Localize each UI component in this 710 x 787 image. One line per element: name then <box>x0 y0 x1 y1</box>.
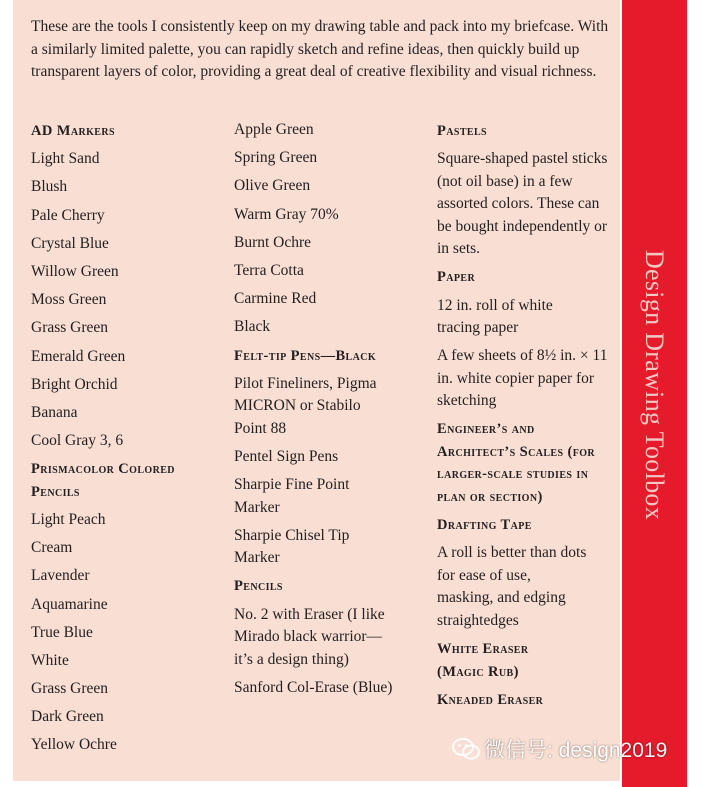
column-2 <box>234 119 424 705</box>
paper-heading: Paper <box>437 269 476 286</box>
pastels-text: Square-shaped pastel sticks (not oil base) in a few assorted colors. These can be bought independently or in sets. <box>437 150 608 258</box>
pencils-heading: Pencils <box>234 578 283 595</box>
list-item: Pilot Fineliners, Pigma MICRON or Stabilo Point 88 <box>234 374 377 437</box>
drafting-tape-text: A roll is better than dots for ease of use, masking, and edging straightedges <box>437 544 587 629</box>
drafting-tape-heading: Drafting Tape <box>437 517 532 534</box>
watermark-text: 微信号: design2019 <box>484 739 668 762</box>
felt-tip-pens-heading: Felt-tip Pens—Black <box>234 347 377 364</box>
list-item: Blush <box>31 178 68 196</box>
ad-markers-heading: AD Markers <box>31 123 115 139</box>
list-item: Sanford Col-Erase (Blue) <box>234 678 393 696</box>
list-item: Sharpie Chisel Tip Marker <box>234 526 350 567</box>
list-item: Banana <box>31 403 78 421</box>
list-item: White <box>31 651 69 669</box>
list-item: Pentel Sign Pens <box>234 447 339 465</box>
list-item: Spring Green <box>234 149 318 167</box>
prismacolor-heading: Prismacolor Colored Pencils <box>31 461 175 500</box>
list-item: Light Peach <box>31 510 106 528</box>
list-item: Yellow Ochre <box>31 736 117 754</box>
list-item: Grass Green <box>31 319 109 337</box>
list-item: Sharpie Fine Point Marker <box>234 476 350 516</box>
column-1 <box>31 119 221 763</box>
sidebar-title: Design Drawing Toolbox <box>640 249 669 521</box>
list-item: Crystal Blue <box>31 234 109 252</box>
list-item: Grass Green <box>31 680 109 698</box>
pastels-heading: Pastels <box>437 123 488 139</box>
scales-heading: Engineer’s and Architect’s Scales (for larger-scale studies in plan or section) <box>437 421 596 505</box>
intro-paragraph: These are the tools I consistently keep on my drawing table and pack into my briefcase. With a similarly limited palette, you can rapidly sketch and refine ideas, then quickly build up transparent layers of color, providing a great deal of creative flexibility and visual richness. <box>31 18 609 80</box>
list-item: Terra Cotta <box>234 261 304 279</box>
list-item: Cool Gray 3, 6 <box>31 432 124 450</box>
kneaded-eraser-heading: Kneaded Eraser <box>437 691 544 708</box>
list-item: Aquamarine <box>31 595 108 613</box>
column-3 <box>437 119 617 717</box>
list-item: Cream <box>31 539 73 557</box>
list-item: Bright Orchid <box>31 375 118 393</box>
list-item: Pale Cherry <box>31 206 105 224</box>
list-item: Carmine Red <box>234 290 317 308</box>
list-item: Dark Green <box>31 708 104 726</box>
list-item: Light Sand <box>31 150 100 168</box>
list-item: Emerald Green <box>31 347 126 365</box>
wechat-icon <box>452 737 480 761</box>
list-item: 12 in. roll of white tracing paper <box>437 296 553 337</box>
watermark <box>452 734 667 764</box>
list-item: Apple Green <box>234 121 314 138</box>
list-item: Burnt Ochre <box>234 233 312 251</box>
list-item: Willow Green <box>31 262 119 280</box>
list-item: True Blue <box>31 623 93 641</box>
list-item: Warm Gray 70% <box>234 205 339 223</box>
list-item: Olive Green <box>234 177 311 195</box>
right-margin <box>687 0 710 787</box>
list-item: Lavender <box>31 567 90 585</box>
list-item: Black <box>234 318 271 336</box>
white-eraser-heading: White Eraser (Magic Rub) <box>437 641 529 680</box>
list-item: Moss Green <box>31 291 107 309</box>
list-item: No. 2 with Eraser (I like Mirado black warrior—it’s a design thing) <box>234 605 385 668</box>
list-item: A few sheets of 8½ in. × 11 in. white copier paper for sketching <box>437 347 608 410</box>
